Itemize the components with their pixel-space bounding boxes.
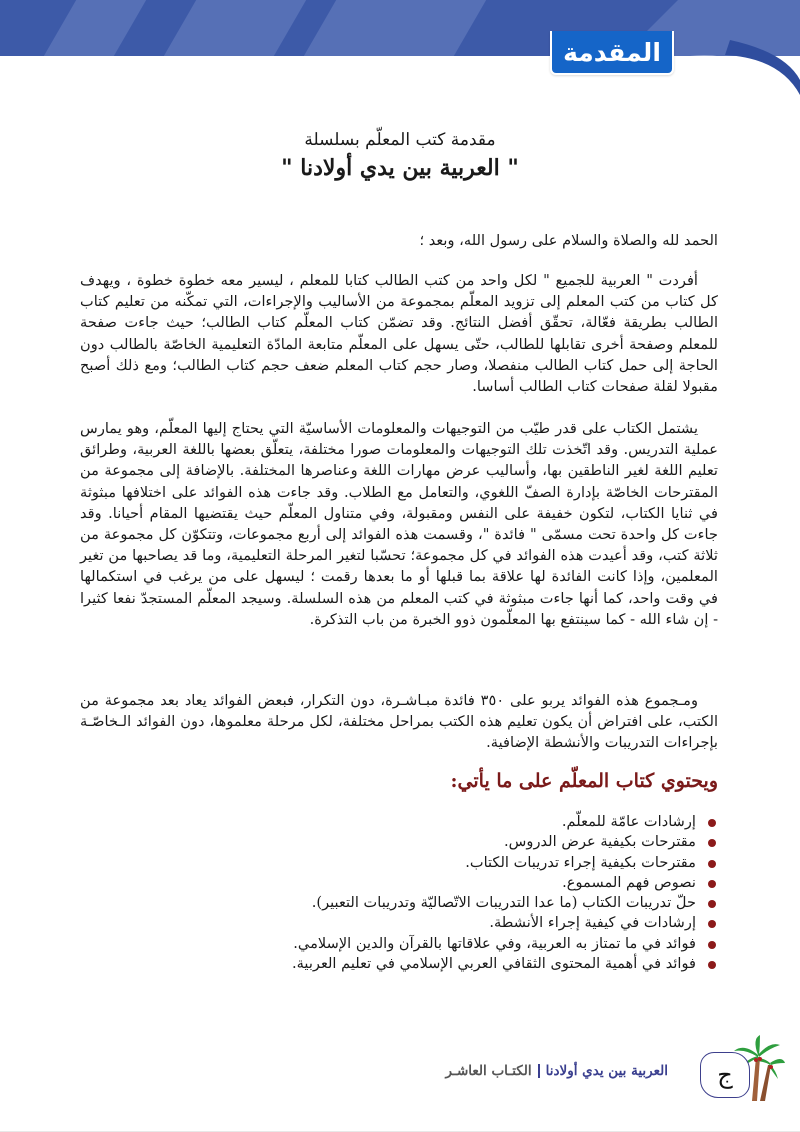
list-item [292,893,718,913]
list-item [292,934,718,954]
list-item [292,832,718,852]
list-item [292,873,718,893]
list-item-text: إرشادات عامّة للمعلّم. [561,813,696,830]
footer-separator [538,1064,540,1078]
bullet-icon [708,920,716,928]
list-item [292,913,718,933]
greeting-text: الحمد لله والصلاة والسلام على رسول الله، وبعد ؛ [419,232,718,249]
header-corner-curve [690,0,800,95]
footer-caption [446,1063,668,1079]
header-stripe [44,0,146,56]
list-item-text: إرشادات في كيفية إجراء الأنشطة. [489,914,696,932]
paragraph-text: أفردت " العربية للجميع " لكل واحد من كتب الطالب كتابا للمعلم ، ليسير معه خطوة خطوة ، ويهدف كل كتاب من كتب المعلم إلى تزويد المعلّم بمجموعة من الأساليب والإجراءات، التي تمكّنه من تعليم كتاب الطالب بطريقة فعّالة، تحقّق أفضل النتائج. وقد تضمّن كتاب المعلّم كتاب الطالب؛ حيث جاءت صفحة للمعلم وصفحة أخرى تقابلها للطالب، حتّى يسهل على المعلّم متابعة المادّة التعليمية الخاصّة بالطالب دون الحاجة إلى حمل كتاب الطالب منفصلا، وصار حجم كتاب المعلم ضعف حجم كتاب الطالب؛ ومع ذلك أصبح مقبولا لقلة صفحات كتاب الطالب أساسا. [80,272,718,396]
paragraph-benefits-count [80,690,718,754]
header-stripe [304,0,486,56]
list-item-text: مقترحات بكيفية عرض الدروس. [503,833,696,851]
list-item-text: حلّ تدريبات الكتاب (ما عدا التدريبات الاتّصاليّة وتدريبات التعبير). [311,894,696,912]
header-stripe [164,0,306,56]
bullet-icon [708,941,716,949]
list-item [292,954,718,974]
bullet-icon [708,880,716,888]
document-main-title: " العربية بين يدي أولادنا " [281,155,519,181]
footer-book-name: الكتـاب العاشـر [445,1063,532,1079]
document-subtitle: مقدمة كتب المعلّم بسلسلة [304,130,496,150]
bullet-icon [708,961,716,969]
bullet-icon [708,839,716,847]
list-item-text: نصوص فهم المسموع. [562,873,696,891]
section-title: المقدمة [563,37,661,67]
greeting [80,230,718,251]
page-footer [0,1040,800,1132]
list-item-text: فوائد في ما تمتاز به العربية، وفي علاقاتها بالقرآن والدين الإسلامي. [293,934,696,952]
list-item [292,853,718,873]
list-item-text: فوائد في أهمية المحتوى الثقافي العربي الإسلامي في تعليم العربية. [291,955,696,973]
bullet-icon [708,860,716,868]
list-item [292,812,718,832]
page-number: ج [717,1061,733,1089]
section-title-tab [550,31,674,75]
header-band [0,0,800,56]
bullet-icon [708,819,716,827]
bullet-icon [708,900,716,908]
footer-series-name: العربية بين يدي أولادنا [545,1063,668,1079]
paragraph-text: يشتمل الكتاب على قدر طيّب من التوجيهات والمعلومات الأساسيّة التي يحتاج إليها المعلّم، وهو يمارس عملية التدريس. وقد اتّخذت تلك التوجيهات والمعلومات صورا مختلفة، يتعلّق بعضها باللغة العربية، وطرائق تعليم اللغة لغير الناطقين بها، وأساليب عرض مهارات اللغة وعناصرها المختلفة. بالإضافة إلى مجموعة من المقترحات الخاصّة بإدارة الصفّ اللغوي، والتعامل مع الطلاب. وقد جاءت هذه الفوائد على اختلافها مبثوثة في ثنايا الكتاب، لتكون خفيفة على النفس ومقبولة، وفي متناول المعلّم حيث يقتضيها المقام أحيانا. وقد جاءت كل واحدة تحت مسمّى " فائدة "، وقسمت هذه الفوائد إلى أربع مجموعات، وتتكوّن كل مجموعة من ثلاثة كتب، وقد أعيدت هذه الفوائد في كل مجموعة؛ تحسّبا لتغير المرحلة التعليمية، وما قد يصاحبها من تغير المعلمين، وإذا كانت الفائدة لها علاقة بما قبلها أو ما بعدها رقمت ؛ ليسهل على من يرغب في استكمالها في وقت واحد، كما أنها جاءت مبثوثة في كتب المعلم من هذه السلسلة. وسيجد المعلّم المستجدّ نفعا كثيرا - إن شاء الله - كما سينتفع بها المعلّمون ذوو الخبرة من باب التذكرة. [80,420,718,628]
page-number-badge [700,1052,750,1098]
contents-list [292,812,718,974]
paragraph-text: ومـجموع هذه الفوائد يربو على ٣٥٠ فائدة مبـاشـرة، دون التكرار، فبعض الفوائد يعاد بعد مجموعة من الكتب، على افتراض أن يكون تعليم هذه الكتب بمراحل مختلفة، لكل مرحلة معلموها، دون الفوائد الـخاصّـة بإجراءات التدريبات والأنشطة الإضافية. [80,692,718,752]
paragraph-guidance [80,418,718,630]
contents-heading: ويحتوي كتاب المعلّم على ما يأتي: [450,770,718,792]
document-title [0,128,800,184]
paragraph-intro [80,270,718,397]
list-item-text: مقترحات بكيفية إجراء تدريبات الكتاب. [465,853,696,871]
